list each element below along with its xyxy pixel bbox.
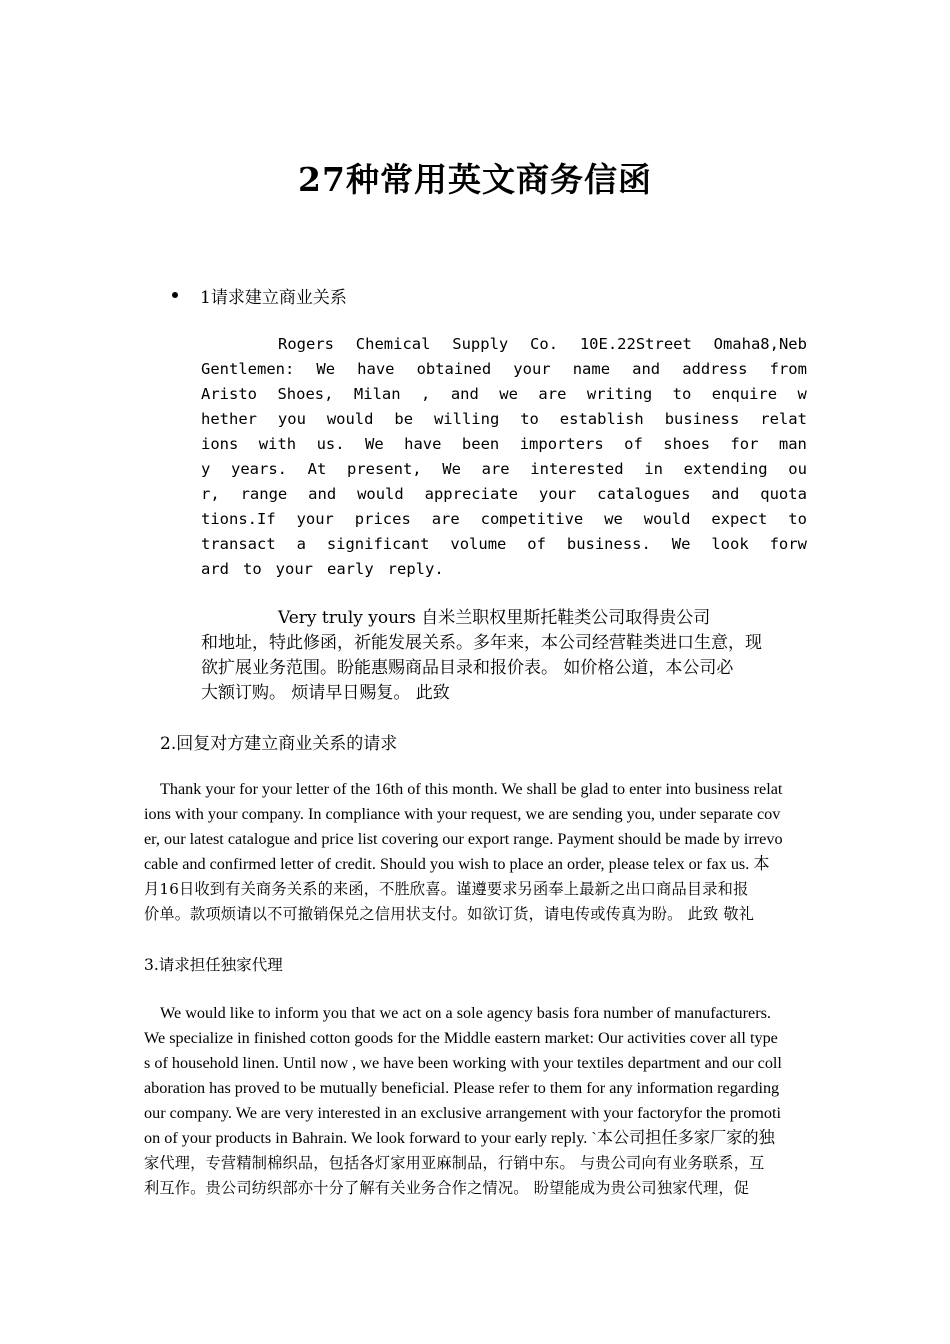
section-3-heading: 3.请求担任独家代理 bbox=[144, 956, 283, 974]
chinese-line: 欲扩展业务范围。盼能惠赐商品目录和报价表。 如价格公道，本公司必 bbox=[201, 658, 734, 678]
paragraph-line: 利互作。贵公司纺织部亦十分了解有关业务合作之情况。 盼望能成为贵公司独家代理，促 bbox=[144, 1179, 750, 1197]
section-1-chinese-text bbox=[201, 606, 807, 706]
paragraph-line: aboration has proved to be mutually beneficial. Please refer to them for any information regarding bbox=[144, 1079, 780, 1097]
section-1-heading: 1请求建立商业关系 bbox=[200, 288, 347, 308]
section-3-paragraph bbox=[144, 1001, 806, 1201]
letter-line: r, range and would appreciate your catalogues and quota bbox=[201, 485, 807, 503]
paragraph-line: We would like to inform you that we act on a sole agency basis fora number of manufacturers. bbox=[160, 1004, 771, 1022]
section-2-paragraph bbox=[144, 777, 806, 927]
bullet-icon bbox=[172, 292, 178, 298]
chinese-line: 大额订购。 烦请早日赐复。 此致 bbox=[201, 683, 450, 703]
paragraph-line: our company. We are very interested in an exclusive arrangement with your factoryfor the promoti bbox=[144, 1104, 781, 1122]
paragraph-line: We specialize in finished cotton goods for the Middle eastern market: Our activities cover all type bbox=[144, 1029, 778, 1047]
letter-line: transact a significant volume of business. We look forw bbox=[201, 535, 807, 553]
letter-line: Gentlemen: We have obtained your name and address from bbox=[201, 360, 807, 378]
letter-line: hether you would be willing to establish business relat bbox=[201, 410, 807, 428]
chinese-line: Very truly yours 自米兰职权里斯托鞋类公司取得贵公司 bbox=[278, 608, 711, 628]
letter-line: y years. At present, We are interested in extending ou bbox=[201, 460, 807, 478]
paragraph-line: er, our latest catalogue and price list covering our export range. Payment should be made by irrevo bbox=[144, 830, 783, 848]
paragraph-line: 家代理，专营精制棉织品，包括各灯家用亚麻制品，行销中东。 与贵公司向有业务联系，互 bbox=[144, 1154, 765, 1172]
paragraph-line: Thank your for your letter of the 16th of this month. We shall be glad to enter into business relat bbox=[160, 780, 783, 798]
letter-line: Aristo Shoes, Milan , and we are writing to enquire w bbox=[201, 385, 807, 403]
section-1-letter bbox=[201, 332, 807, 582]
paragraph-line: ions with your company. In compliance with your request, we are sending you, under separate cov bbox=[144, 805, 781, 823]
paragraph-line: s of household linen. Until now , we have been working with your textiles department and our coll bbox=[144, 1054, 782, 1072]
paragraph-line: 月16日收到有关商务关系的来函，不胜欣喜。谨遵要求另函奉上最新之出口商品目录和报 bbox=[144, 880, 749, 898]
paragraph-line: cable and confirmed letter of credit. Should you wish to place an order, please telex or fax us. 本 bbox=[144, 855, 770, 873]
letter-line: ions with us. We have been importers of shoes for man bbox=[201, 435, 807, 453]
document-title: 27种常用英文商务信函 bbox=[298, 160, 652, 199]
section-2-heading: 2.回复对方建立商业关系的请求 bbox=[160, 734, 398, 754]
letter-line: tions.If your prices are competitive we would expect to bbox=[201, 510, 807, 528]
paragraph-line: on of your products in Bahrain. We look forward to your early reply. `本公司担任多家厂家的独 bbox=[144, 1129, 775, 1147]
letter-line: ard to your early reply. bbox=[201, 560, 444, 578]
letter-line: Rogers Chemical Supply Co. 10E.22Street Omaha8,Neb bbox=[278, 335, 807, 353]
chinese-line: 和地址，特此修函，祈能发展关系。多年来，本公司经营鞋类进口生意，现 bbox=[201, 633, 762, 653]
paragraph-line: 价单。款项烦请以不可撤销保兑之信用状支付。如欲订货，请电传或传真为盼。 此致 敬礼 bbox=[144, 905, 755, 923]
